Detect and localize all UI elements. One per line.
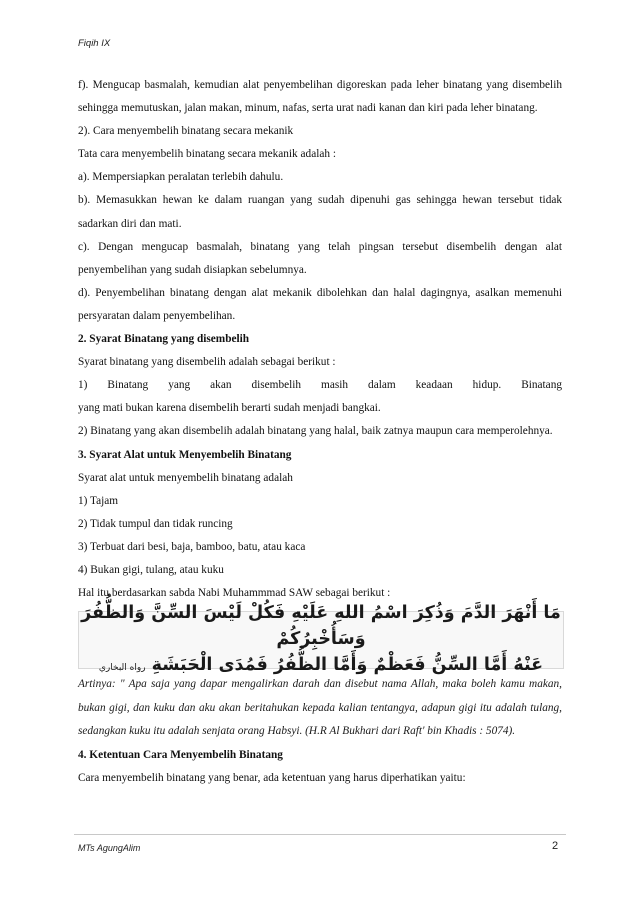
paragraph-tool-requirements: Syarat alat untuk menyembelih binatang adalah [78, 471, 293, 484]
paragraph-slaughter-provisions: Cara menyembelih binatang yang benar, ada ketentuan yang harus diperhatikan yaitu: [78, 772, 466, 785]
footer-divider [74, 834, 566, 835]
paragraph-hadith-intro: Hal itu berdasarkan sabda Nabi Muhammmad SAW sebagai berikut : [78, 587, 391, 600]
paragraph-step-f: f). Mengucap basmalah, kemudian alat penyembelihan digoreskan pada leher binatang yang disembelih sehingga memutuskan, jalan makan, minum, nafas, serta urat nadi kanan dan kiri pada leher binatang. [78, 79, 562, 115]
paragraph-intro-mechanical: Tata cara menyembelih binatang secara mekanik adalah : [78, 148, 336, 161]
arabic-hadith-image [78, 602, 564, 675]
footer-school-name: MTs AgungAlim [78, 843, 141, 853]
section-heading-3: 3. Syarat Alat untuk Menyembelih Binatang [78, 448, 292, 461]
step-c: c). Dengan mengucap basmalah, binatang yang telah pingsan tersebut disembelih dengan alat penyembelihan yang sudah disiapkan sebelumnya. [78, 240, 562, 276]
tool-item-1: 1) Tajam [78, 494, 119, 507]
page-body [78, 74, 562, 790]
requirement-1-line2: yang mati bukan karena disembelih berarti sudah menjadi bangkai. [78, 402, 381, 415]
requirement-2: 2) Binatang yang akan disembelih adalah binatang yang halal, baik zatnya maupun cara memperolehnya. [78, 425, 553, 438]
step-d: d). Penyembelihan binatang dengan alat mekanik dibolehkan dan halal dagingnya, asalkan memenuhi persyaratan dalam penyembelihan. [78, 286, 562, 322]
running-header: Fiqih IX [78, 38, 111, 49]
section-heading-2: 2. Syarat Binatang yang disembelih [78, 333, 250, 346]
tool-item-3: 3) Terbuat dari besi, baja, bamboo, batu, atau kaca [78, 540, 306, 553]
requirement-1-line1: 1) Binatang yang akan disembelih masih dalam keadaan hidup. Binatang [78, 379, 562, 392]
section-heading-4: 4. Ketentuan Cara Menyembelih Binatang [78, 748, 283, 761]
subheading-mechanical: 2). Cara menyembelih binatang secara mekanik [78, 125, 294, 138]
step-a: a). Mempersiapkan peralatan terlebih dahulu. [78, 171, 284, 184]
paragraph-animal-requirements: Syarat binatang yang disembelih adalah sebagai berikut : [78, 356, 336, 369]
step-b: b). Memasukkan hewan ke dalam ruangan yang sudah dipenuhi gas sehingga hewan tersebut tidak sadarkan diri dan mati. [78, 194, 562, 230]
arabic-hadith-text [79, 600, 563, 681]
translation-paragraph: Artinya: " Apa saja yang dapar mengalirkan darah dan disebut nama Allah, maka boleh kamu makan, bukan gigi, dan kuku dan aku akan beritahukan kepada kalian tentangya, adapun gigi itu adalah tulang, sedangkan kuku itu adalah senjata orang Habsyi. (H.R Al Bukhari dari Raft' bin Khadis : 5074). [78, 678, 562, 738]
tool-item-2: 2) Tidak tumpul dan tidak runcing [78, 517, 233, 530]
arabic-line-2: عَنْهُ أَمَّا السِّنُّ فَعَظْمٌ وَأَمَّا الظُّفُرُ فَمُدَى الْحَبَشَةِ [151, 654, 544, 675]
tool-item-4: 4) Bukan gigi, tulang, atau kuku [78, 563, 224, 576]
page-number: 2 [552, 840, 559, 852]
arabic-source: رواه البخاري [98, 662, 146, 673]
arabic-line-1: مَا أَنْهَرَ الدَّمَ وَذُكِرَ اسْمُ اللهِ عَلَيْهِ فَكُلْ لَيْسَ السِّنَّ وَالظُّفُرَ وَسَأُخْبِرُكُمْ [81, 602, 561, 649]
